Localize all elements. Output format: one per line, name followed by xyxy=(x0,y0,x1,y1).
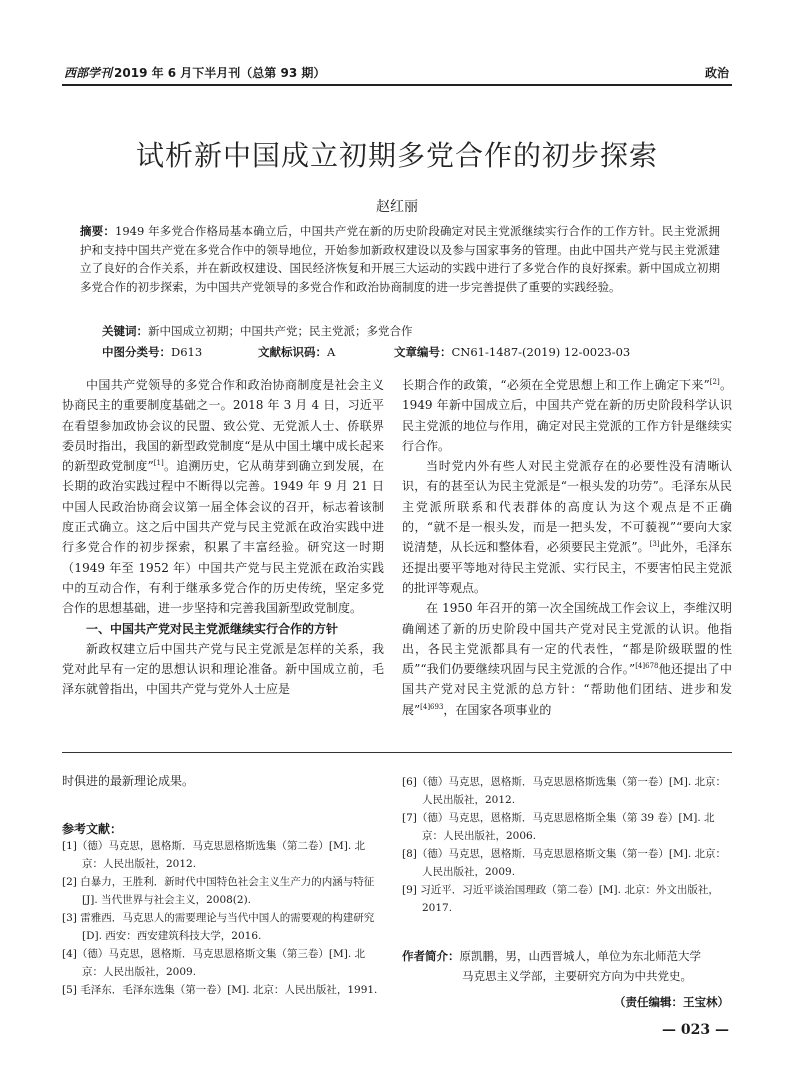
section-heading: 一、中国共产党对民主党派继续实行合作的方针 xyxy=(86,621,339,636)
author-bio xyxy=(402,946,732,986)
body-column-right xyxy=(402,375,732,720)
responsible-editor: （责任编辑：王宝林） xyxy=(614,995,729,1009)
body-text: 。追溯历史，它从萌芽到确立到发展，在长期的政治实践过程中不断得以完善。1949 年 9 月 21 日中国人民政治协商会议第一届全体会议的召开，标志着该制度正式确立。这之后中国共产党与民主党派在政治实践中进行多党合作的初步探索，积累了丰富经验。研究这一时期（1949 年至 1952 年）中国共产党与民主党派在政治实践中的互动合作，有利于继承多党合作的历史传统，坚定多党合作的思想基础，进一步坚持和完善我国新型政党制度。 xyxy=(62,459,384,616)
bio-line: 马克思主义学部，主要研究方向为中共党史。 xyxy=(462,969,692,983)
references-left xyxy=(62,838,384,1001)
keywords xyxy=(102,323,413,339)
section-label: 政治 xyxy=(704,66,729,80)
body-text: 长期合作的政策，“必须在全党思想上和工作上确定下来” xyxy=(402,378,710,392)
reference-item: [8]（德）马克思，恩格斯．马克思恩格斯文集（第一卷）[M]. 北京：人民出版社，2009. xyxy=(402,848,726,878)
references-heading: 参考文献： xyxy=(62,822,123,836)
body-paragraph: 新政权建立后中国共产党与民主党派是怎样的关系，我党对此早有一定的思想认识和理论准备。新中国成立前，毛泽东就曾指出，中国共产党与党外人士应是 xyxy=(62,641,384,697)
continuation-text: 时俱进的最新理论成果。 xyxy=(62,774,195,788)
citation-mark: [4]693 xyxy=(420,702,444,711)
bio-line: 原凯鹏，男，山西晋城人，单位为东北师范大学 xyxy=(459,949,701,963)
body-text: ，在国家各项事业的 xyxy=(443,702,552,717)
section-divider xyxy=(62,752,732,753)
abstract xyxy=(80,222,720,296)
body-paragraph xyxy=(402,375,732,456)
body-text: 在 1950 年召开的第一次全国统战工作会议上，李维汉明确阐述了新的历史阶段中国共产党对民主党派的认识。他指出，各民主党派都具有一定的代表性，“都是阶级联盟的性质”“我们仍要继续巩固与民主党派的合作。” xyxy=(402,601,732,677)
reference-item: [7]（德）马克思，恩格斯．马克思恩格斯全集（第 39 卷）[M]. 北京：人民出版社，2006. xyxy=(402,812,715,842)
article-number-value: CN61-1487-(2019) 12-0023-03 xyxy=(451,345,631,359)
reference-item: [4]（德）马克思，恩格斯．马克思恩格斯文集（第三卷）[M]. 北京：人民出版社，2009. xyxy=(62,948,365,978)
running-header-left xyxy=(64,64,325,81)
reference-item: [5] 毛泽东．毛泽东选集（第一卷）[M]. 北京：人民出版社，1991. xyxy=(62,984,378,996)
article-title: 试析新中国成立初期多党合作的初步探索 xyxy=(135,139,658,172)
citation-mark: [3] xyxy=(649,540,660,549)
journal-logo: 西部学刊 xyxy=(64,66,113,80)
body-paragraph xyxy=(62,375,384,619)
clc-value: D613 xyxy=(171,345,203,359)
body-text: 此外，毛泽东还提出要平等地对待民主党派、实行民主，不要害怕民主党派的批评等观点。 xyxy=(402,540,732,595)
body-paragraph xyxy=(402,456,732,598)
abstract-label: 摘要： xyxy=(80,224,116,238)
clc-label: 中图分类号： xyxy=(102,345,171,359)
article-meta xyxy=(102,344,662,360)
citation-mark: [4]678 xyxy=(635,662,659,671)
body-paragraph xyxy=(402,598,732,720)
keywords-label: 关键词： xyxy=(102,324,148,338)
issue-info: 2019 年 6 月下半月刊（总第 93 期） xyxy=(114,66,326,80)
doc-code-label: 文献标识码： xyxy=(258,345,327,359)
body-text: 中国共产党领导的多党合作和政治协商制度是社会主义协商民主的重要制度基础之一。2018 年 3 月 4 日，习近平在看望参加政协会议的民盟、致公党、无党派人士、侨联界委员时指出，我国的新型政党制度“是从中国土壤中成长起来的新型政党制度” xyxy=(62,378,384,474)
article-number-label: 文章编号： xyxy=(394,345,452,359)
citation-mark: [2] xyxy=(709,378,720,386)
body-text: 他还提出了中国共产党对民主党派的总方针：“帮助他们团结、进步和发展” xyxy=(402,662,732,717)
article-author: 赵红丽 xyxy=(376,199,418,215)
reference-item: [1]（德）马克思，恩格斯．马克思恩格斯选集（第二卷）[M]. 北京：人民出版社，2012. xyxy=(62,840,365,870)
keywords-text: 新中国成立初期；中国共产党；民主党派；多党合作 xyxy=(148,324,413,338)
citation-mark: [1] xyxy=(153,459,164,468)
reference-item: [9] 习近平．习近平谈治国理政（第二卷）[M]. 北京：外文出版社，2017. xyxy=(402,884,719,914)
reference-item: [3] 雷雅西．马克思人的需要理论与当代中国人的需要观的构建研究 [D]. 西安：西安建筑科技大学，2016. xyxy=(62,912,375,942)
doc-code-value: A xyxy=(327,345,336,359)
abstract-text: 1949 年多党合作格局基本确立后，中国共产党在新的历史阶段确定对民主党派继续实行合作的工作方针。民主党派拥护和支持中国共产党在多党合作中的领导地位，开始参加新政权建设以及参与国家事务的管理。由此中国共产党与民主党派建立了良好的合作关系，并在新政权建设、国民经济恢复和开展三大运动的实践中进行了多党合作的良好探索。新中国成立初期多党合作的初步探索，为中国共产党领导的多党合作和政治协商制度的进一步完善提供了重要的实践经验。 xyxy=(80,224,721,294)
references-right xyxy=(402,774,732,918)
body-text: 。1949 年新中国成立后，中国共产党在新的历史阶段科学认识民主党派的地位与作用，确定对民主党派的工作方针是继续实行合作。 xyxy=(402,378,732,453)
bio-label: 作者简介： xyxy=(402,949,460,963)
reference-item: [6]（德）马克思，恩格斯．马克思恩格斯选集（第一卷）[M]. 北京：人民出版社，2012. xyxy=(402,776,726,806)
body-column-left xyxy=(62,375,384,700)
header-rule xyxy=(62,84,732,86)
body-text: 当时党内外有些人对民主党派存在的必要性没有清晰认识，有的甚至认为民主党派是“一根头发的功劳”。毛泽东从民主党派所联系和代表群体的高度认为这个观点是不正确的，“就不是一根头发，而是一把头发，不可藐视”“要向大家说清楚，从长远和整体看，必须要民主党派”。 xyxy=(402,459,732,555)
page-number: — 023 — xyxy=(662,1022,729,1038)
reference-item: [2] 白暴力，王胜利．新时代中国特色社会主义生产力的内涵与特征 [J]. 当代世界与社会主义，2008(2). xyxy=(62,876,375,906)
